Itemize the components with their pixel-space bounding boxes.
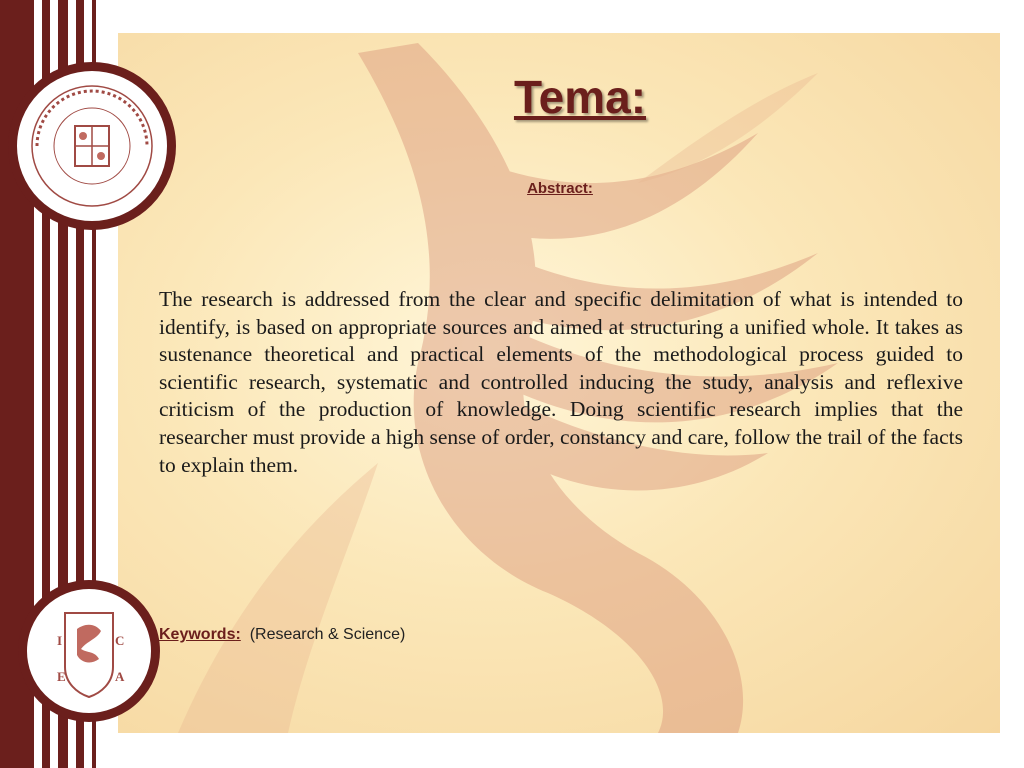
svg-text:A: A bbox=[115, 669, 125, 684]
svg-text:E: E bbox=[57, 669, 66, 684]
university-seal-logo bbox=[8, 62, 176, 230]
keywords-colon: : bbox=[235, 626, 241, 643]
university-seal-icon bbox=[17, 71, 167, 221]
institute-seal-logo bbox=[18, 580, 160, 722]
institute-seal-icon bbox=[27, 589, 151, 713]
keywords-line bbox=[159, 626, 659, 644]
keywords-label: Keywords bbox=[159, 626, 236, 643]
svg-text:I: I bbox=[57, 633, 63, 648]
abstract-body: The research is addressed from the clear and specific delimitation of what is intended to identify, is based on appropriate sources and aimed at structuring a unified whole. It takes as sustenance theoretical and practical elements of the methodological process guided to scientific research, systematic and controlled inducing the study, analysis and reflexive criticism of the production of knowledge. Doing scientific research implies that the researcher must provide a high sense of order, constancy and care, follow the trail of the facts to explain them. bbox=[159, 287, 963, 477]
keywords-value: (Research & Science) bbox=[249, 626, 406, 643]
svg-text:C: C bbox=[115, 633, 125, 648]
slide-title: Tema: bbox=[513, 71, 647, 123]
abstract-heading: Abstract: bbox=[527, 180, 593, 197]
